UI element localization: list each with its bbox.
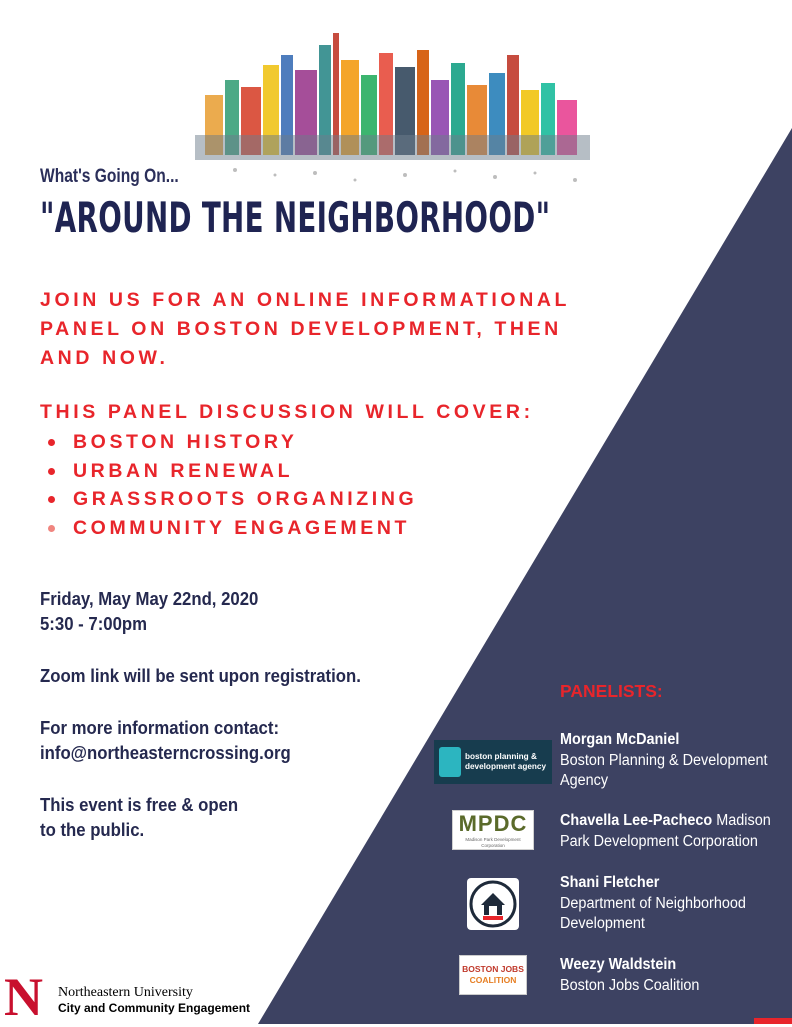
kicker-text: What's Going On... xyxy=(40,166,179,187)
free-event-line: This event is free & open xyxy=(40,795,239,815)
panelist-org: Boston Planning & Development xyxy=(560,751,768,769)
dnd-logo xyxy=(467,878,519,930)
event-date: Friday, May May 22nd, 2020 xyxy=(40,589,259,609)
intro-line: PANEL ON BOSTON DEVELOPMENT, THEN xyxy=(40,318,562,340)
northeastern-logo xyxy=(4,967,264,1027)
free-event-line: to the public. xyxy=(40,820,145,840)
panelist-org: Agency xyxy=(560,772,609,789)
topic-label: BOSTON HISTORY xyxy=(73,431,298,453)
topic-label: COMMUNITY ENGAGEMENT xyxy=(73,516,411,539)
bpda-logo-text: boston planning & xyxy=(465,752,537,761)
zoom-note: Zoom link will be sent upon registration. xyxy=(40,666,361,686)
panelist-entry xyxy=(560,873,783,935)
panelist-name: Weezy Waldstein xyxy=(560,956,677,973)
event-time: 5:30 - 7:00pm xyxy=(40,614,148,634)
list-item xyxy=(48,428,417,457)
panelist-org: Madison xyxy=(712,812,771,829)
bjc-logo-text: COALITION xyxy=(469,975,517,985)
city-skyline-illustration xyxy=(195,25,595,195)
contact-label: For more information contact: xyxy=(40,718,280,738)
bullet-icon xyxy=(48,525,55,532)
boston-jobs-coalition-logo xyxy=(459,955,527,995)
department-name: City and Community Engagement xyxy=(58,1001,251,1015)
intro-text xyxy=(40,286,600,373)
house-seal-icon xyxy=(467,878,519,930)
panelist-name: Chavella Lee-Pacheco xyxy=(560,812,713,829)
mpdc-logo-subtext: Madison Park Development Corporation xyxy=(465,837,521,848)
university-name: Northeastern University xyxy=(58,985,193,1000)
bjc-logo-text: BOSTON JOBS xyxy=(462,964,524,974)
list-item xyxy=(48,485,417,514)
panelists-heading: PANELISTS: xyxy=(560,681,663,701)
bullet-icon xyxy=(48,496,55,503)
topic-label: GRASSROOTS ORGANIZING xyxy=(73,488,418,510)
cover-heading: THIS PANEL DISCUSSION WILL COVER: xyxy=(40,401,534,423)
mpdc-logo xyxy=(452,810,534,850)
list-item xyxy=(48,514,417,543)
contact-email[interactable]: info@northeasterncrossing.org xyxy=(40,743,291,763)
intro-line: AND NOW. xyxy=(40,347,169,369)
panelist-org: Boston Jobs Coalition xyxy=(560,976,700,994)
bpda-mark-icon xyxy=(439,747,461,777)
panelist-entry xyxy=(560,730,783,792)
panelist-org: Development xyxy=(560,915,645,932)
panelist-name: Shani Fletcher xyxy=(560,874,660,891)
corner-accent xyxy=(754,1018,792,1024)
bpda-logo xyxy=(434,740,552,784)
panelist-org: Department of Neighborhood xyxy=(560,894,746,912)
mpdc-logo-text: MPDC xyxy=(458,811,528,836)
page-title: "AROUND THE NEIGHBORHOOD" xyxy=(40,193,551,242)
topic-label: URBAN RENEWAL xyxy=(73,459,294,482)
topics-list xyxy=(48,428,417,542)
bullet-icon xyxy=(48,439,55,446)
panelist-name: Morgan McDaniel xyxy=(560,731,680,748)
northeastern-n-icon: N xyxy=(4,967,43,1027)
bpda-logo-text: development agency xyxy=(465,762,546,771)
panelist-org: Park Development Corporation xyxy=(560,832,758,850)
panelist-entry xyxy=(560,955,783,996)
bullet-icon xyxy=(48,468,55,475)
list-item xyxy=(48,457,417,486)
intro-line: JOIN US FOR AN ONLINE INFORMATIONAL xyxy=(40,289,571,311)
panelist-entry xyxy=(560,811,783,852)
